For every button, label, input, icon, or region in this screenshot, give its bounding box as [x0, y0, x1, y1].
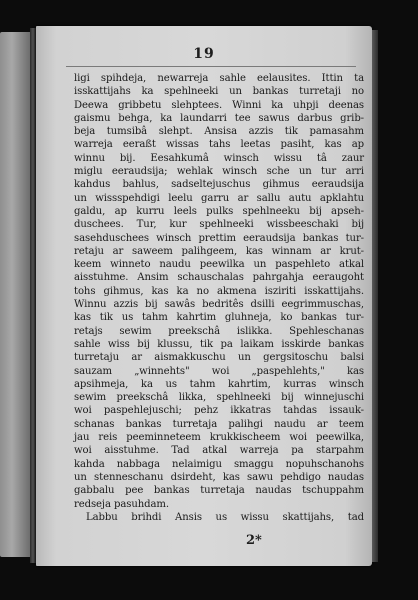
text-line: turretaju ar aismakkuschu un gergsitoschu balsi [74, 352, 364, 364]
text-line: isskattijahs ka spehlneeki un bankas turretaji no [74, 86, 364, 98]
header-rule [66, 66, 356, 67]
text-line: duschees. Tur, kur spehlneeki wissbeeschaki bij [74, 219, 364, 231]
page-text [74, 72, 364, 524]
text-line: un wissspehdigi leelu garru ar sallu autu apklahtu [74, 192, 364, 204]
text-line: un stenneschanu dsirdeht, kas sawu pehdigo naudas [74, 471, 364, 483]
text-line: winnu bij. Eesahkumâ winsch wissu tâ zaur [74, 152, 364, 164]
text-line: apsihmeja, ka us tahm kahrtim, kurras winsch [74, 378, 364, 390]
text-line: Deewa gribbetu slehptees. Winni ka uhpji deenas [74, 99, 364, 111]
text-line: woi aisstuhme. Tad atkal warreja pa starpahm [74, 445, 364, 457]
text-line: tohs gihmus, kas ka no akmena isziriti isskattijahs. [74, 285, 364, 297]
text-line: aisstuhme. Ansim schauschalas pahrgahja eeraugoht [74, 272, 364, 284]
text-line: kahdus bahlus, sadseltejuschus gihmus eeraudsija [74, 179, 364, 191]
text-line: sasehduschees winsch prettim eeraudsija bankas tur- [74, 232, 364, 244]
book-page [36, 26, 372, 566]
signature-mark: 2* [246, 533, 262, 548]
text-line: sauzam „winnehts" woi „paspehlehts," kas [74, 365, 364, 377]
text-line: retaju ar saweem palihgeem, kas winnam ar krut- [74, 245, 364, 257]
text-line: galdu, ap kurru leels pulks spehlneeku bij apseh- [74, 205, 364, 217]
text-line: gabbalu pee bankas turretaja naudas tschuppahm [74, 485, 364, 497]
text-line: Labbu brihdi Ansis us wissu skattijahs, tad [86, 511, 364, 523]
text-line: ligi spihdeja, newarreja sahle eelausites. Ittin ta [74, 73, 364, 84]
left-page-edge [0, 32, 30, 557]
text-line: retajs sewim preekschâ islikka. Spehleschanas [74, 325, 364, 337]
text-line: schanas bankas turretaja palihgi naudu ar teem [74, 418, 364, 430]
text-line: kas tik us tahm kahrtim gluhneja, ko bankas tur- [74, 312, 364, 324]
text-line: Winnu azzis bij sawâs bedritês dsilli eegrimmuschas, [74, 299, 364, 311]
text-line: redseja pasuhdam. [74, 498, 169, 510]
right-page-edge [372, 30, 378, 562]
text-line: jau reis peeminneteem krukkischeem woi peewilka, [74, 432, 364, 444]
text-line: miglu eeraudsija; wehlak winsch sche un tur arri [74, 166, 364, 178]
text-line: keem winneto naudu peewilka un paspehleto atkal [74, 259, 364, 271]
text-line: gaismu behga, ka laundarri tee sawus darbus grib- [74, 112, 364, 124]
text-line: kahda nabbaga nelaimigu smaggu nopuhschanohs [74, 458, 364, 470]
text-line: sahle wiss bij klussu, tik pa laikam isskirde bankas [74, 338, 364, 350]
text-line: warreja eeraßt wissas tahs leetas pasiht, kas ap [74, 139, 364, 151]
text-line: beja tumsibâ slehpt. Ansisa azzis tik pamasahm [74, 126, 364, 138]
text-line: sewim preekschâ likka, spehlneeki bij winnejuschi [74, 392, 364, 404]
page-number: 19 [193, 46, 215, 62]
text-line: woi paspehlejuschi; pehz ikkatras tahdas issauk- [74, 405, 364, 417]
